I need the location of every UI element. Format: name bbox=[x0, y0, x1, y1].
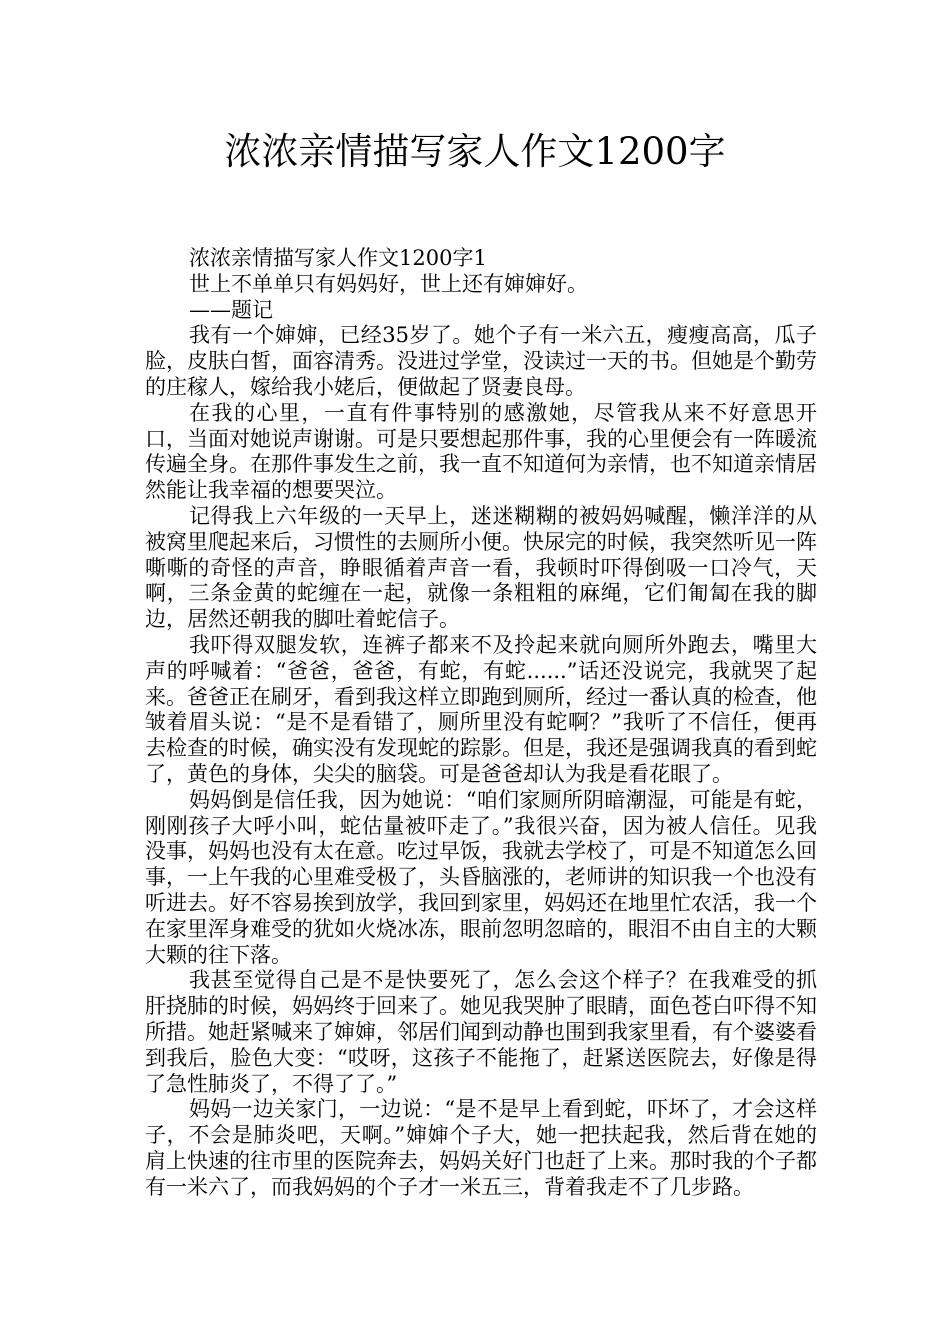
paragraph: 妈妈一边关家门，一边说：“是不是早上看到蛇，吓坏了，才会这样子，不会是肺炎吧，天啊。”婶婶个子大，她一把扶起我，然后背在她的肩上快速的往市里的医院奔去，妈妈关好门也赶了上来。那时我的个子都有一米六了，而我妈妈的个子才一米五三，背着我走不了几步路。 bbox=[145, 1097, 817, 1199]
paragraph: 妈妈倒是信任我，因为她说：“咱们家厕所阴暗潮湿，可能是有蛇，刚刚孩子大呼小叫，蛇估量被吓走了。”我很兴奋，因为被人信任。见我没事，妈妈也没有太在意。吃过早饭，我就去学校了，可是不知道怎么回事，一上午我的心里难受极了，头昏脑涨的，老师讲的知识我一个也没有听进去。好不容易挨到放学，我回到家里，妈妈还在地里忙农活，我一个在家里浑身难受的犹如火烧冰冻，眼前忽明忽暗的，眼泪不由自主的大颗大颗的往下落。 bbox=[145, 787, 817, 967]
paragraph: 我有一个婶婶，已经35岁了。她个子有一米六五，瘦瘦高高，瓜子脸，皮肤白皙，面容清秀。没进过学堂，没读过一天的书。但她是个勤劳的庄稼人，嫁给我小姥后，便做起了贤妻良母。 bbox=[145, 323, 817, 399]
paragraph-epigraph: 世上不单单只有妈妈好，世上还有婶婶好。 bbox=[189, 271, 588, 296]
document-title: 浓浓亲情描写家人作文1200字 bbox=[224, 130, 726, 173]
paragraph: 在我的心里，一直有件事特别的感激她，尽管我从来不好意思开口，当面对她说声谢谢。可是只要想起那件事，我的心里便会有一阵暖流传遍全身。在那件事发生之前，我一直不知道何为亲情，也不知道亲情居然能让我幸福的想要哭泣。 bbox=[145, 400, 817, 503]
paragraph-epigraph-source: ——题记 bbox=[189, 297, 273, 322]
paragraph: 记得我上六年级的一天早上，迷迷糊糊的被妈妈喊醒，懒洋洋的从被窝里爬起来后，习惯性的去厕所小便。快尿完的时候，我突然听见一阵嘶嘶的奇怪的声音，睁眼循着声音一看，我顿时吓得倒吸一口冷气，天啊，三条金黄的蛇缠在一起，就像一条粗粗的麻绳，它们匍匐在我的脚边，居然还朝我的脚吐着蛇信子。 bbox=[145, 503, 817, 632]
paragraph: 我甚至觉得自己是不是快要死了，怎么会这个样子？在我难受的抓肝挠肺的时候，妈妈终于回来了。她见我哭肿了眼睛，面色苍白吓得不知所措。她赶紧喊来了婶婶，邻居们闻到动静也围到我家里看，有个婆婆看到我后，脸色大变：“哎呀，这孩子不能拖了，赶紧送医院去，好像是得了急性肺炎了，不得了了。” bbox=[145, 968, 817, 1096]
paragraph: 我吓得双腿发软，连裤子都来不及拎起来就向厕所外跑去，嘴里大声的呼喊着：“爸爸，爸爸，有蛇，有蛇......”话还没说完，我就哭了起来。爸爸正在刷牙，看到我这样立即跑到厕所，经过一番认真的检查，他皱着眉头说：“是不是看错了，厕所里没有蛇啊？”我听了不信任，便再去检查的时候，确实没有发现蛇的踪影。但是，我还是强调我真的看到蛇了，黄色的身体，尖尖的脑袋。可是爸爸却认为我是看花眼了。 bbox=[145, 632, 817, 786]
paragraph-heading: 浓浓亲情描写家人作文1200字1 bbox=[189, 246, 487, 270]
document-body bbox=[145, 246, 817, 1200]
